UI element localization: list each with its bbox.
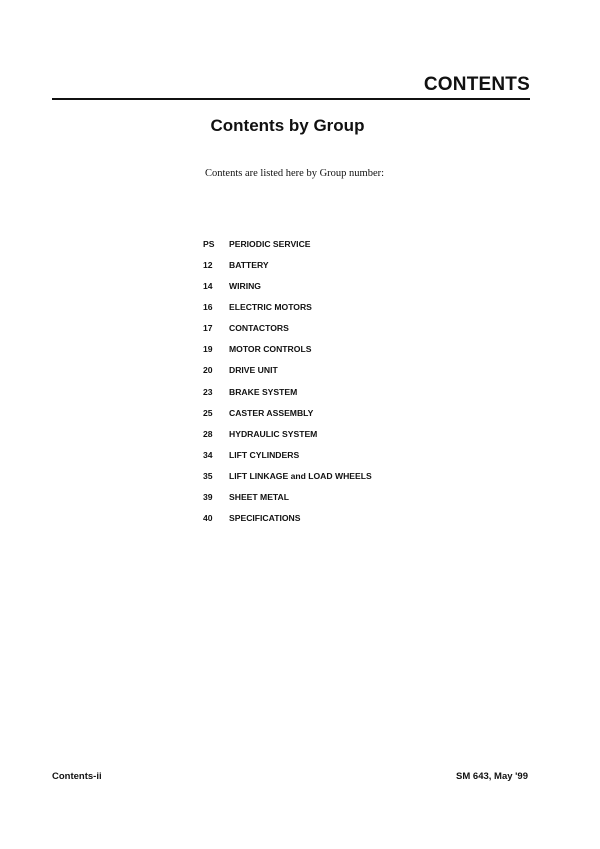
group-number: 34 xyxy=(203,449,213,460)
group-item[interactable] xyxy=(203,466,372,487)
group-item[interactable] xyxy=(203,318,372,339)
group-item[interactable] xyxy=(203,296,372,317)
group-label: LIFT CYLINDERS xyxy=(229,449,300,460)
group-item[interactable] xyxy=(203,381,372,402)
header-title: CONTENTS xyxy=(423,74,530,95)
group-number: 23 xyxy=(203,386,213,397)
group-number: 14 xyxy=(203,280,213,291)
group-number: 28 xyxy=(203,428,213,439)
group-number: 39 xyxy=(203,492,213,503)
group-list xyxy=(203,233,372,529)
group-label: CONTACTORS xyxy=(229,323,289,334)
group-number: 35 xyxy=(203,471,213,482)
group-label: MOTOR CONTROLS xyxy=(229,344,312,355)
group-item[interactable] xyxy=(203,508,372,529)
header-rule xyxy=(52,98,530,100)
group-label: BATTERY xyxy=(229,259,269,270)
group-label: BRAKE SYSTEM xyxy=(229,386,298,397)
group-number: 16 xyxy=(203,301,213,312)
intro-text: Contents are listed here by Group number: xyxy=(205,168,385,179)
group-label: PERIODIC SERVICE xyxy=(229,238,311,249)
group-item[interactable] xyxy=(203,423,372,444)
group-item[interactable] xyxy=(203,402,372,423)
group-item[interactable] xyxy=(203,233,372,254)
group-item[interactable] xyxy=(203,254,372,275)
group-number: 40 xyxy=(203,513,213,524)
footer-page-label: Contents-ii xyxy=(52,771,102,782)
group-label: LIFT LINKAGE and LOAD WHEELS xyxy=(229,471,372,482)
group-number: 19 xyxy=(203,344,213,355)
group-number: 17 xyxy=(203,323,213,334)
group-label: WIRING xyxy=(229,280,261,291)
group-label: CASTER ASSEMBLY xyxy=(229,407,314,418)
group-label: ELECTRIC MOTORS xyxy=(229,301,312,312)
group-number: 12 xyxy=(203,259,213,270)
group-item[interactable] xyxy=(203,487,372,508)
group-label: DRIVE UNIT xyxy=(229,365,278,376)
group-item[interactable] xyxy=(203,275,372,296)
group-item[interactable] xyxy=(203,444,372,465)
group-number: PS xyxy=(203,238,215,249)
group-item[interactable] xyxy=(203,339,372,360)
group-number: 20 xyxy=(203,365,213,376)
group-label: SPECIFICATIONS xyxy=(229,513,301,524)
group-label: HYDRAULIC SYSTEM xyxy=(229,428,318,439)
group-number: 25 xyxy=(203,407,213,418)
footer-doc-id: SM 643, May '99 xyxy=(456,771,528,782)
group-item[interactable] xyxy=(203,360,372,381)
group-label: SHEET METAL xyxy=(229,492,289,503)
page-title: Contents by Group xyxy=(210,116,365,135)
